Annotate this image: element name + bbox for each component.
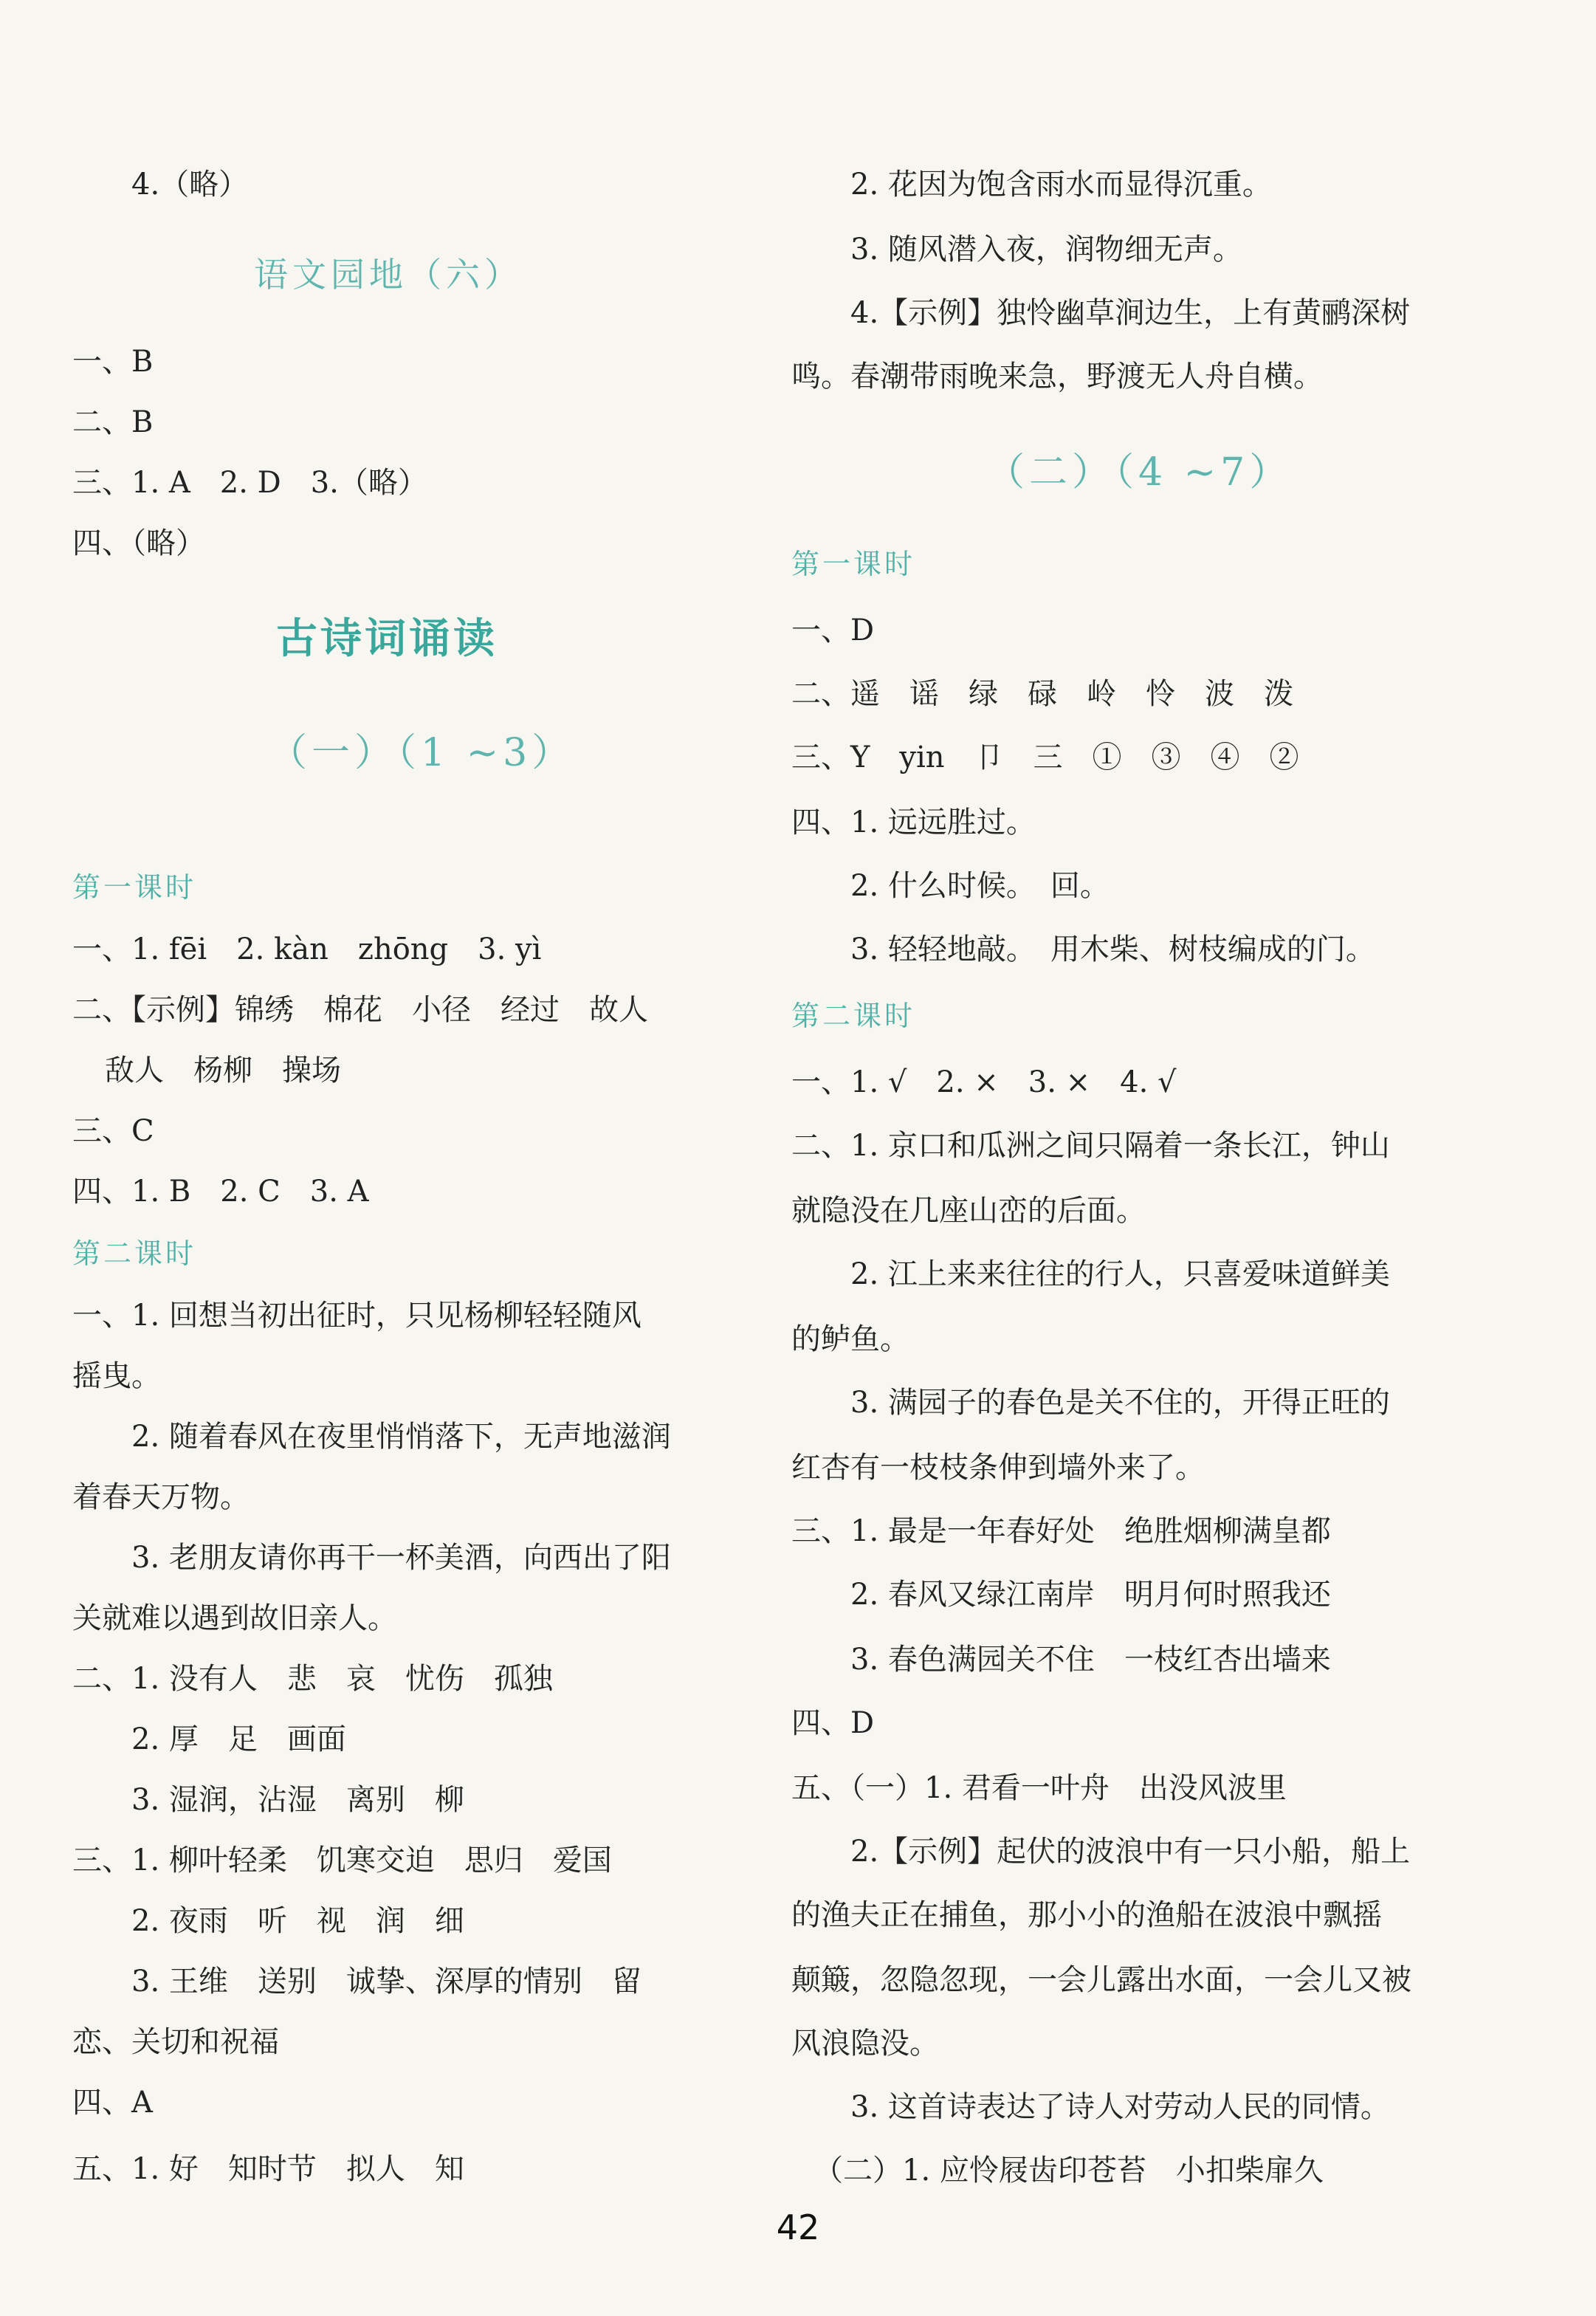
answer-line: 三、Y yin 卩 三 ① ③ ④ ② <box>791 740 1299 774</box>
answer-line: 3. 老朋友请你再干一杯美酒，向西出了阳 <box>131 1541 671 1575</box>
answer-line: 鸣。春潮带雨晚来急，野渡无人舟自横。 <box>791 360 1323 394</box>
answer-line: 就隐没在几座山峦的后面。 <box>791 1194 1146 1228</box>
answer-line: 2. 厚 足 画面 <box>131 1722 346 1756</box>
answer-line: 2. 随着春风在夜里悄悄落下，无声地滋润 <box>131 1420 671 1454</box>
answer-line: 四、1. B 2. C 3. A <box>72 1175 369 1209</box>
answer-line: 3. 这首诗表达了诗人对劳动人民的同情。 <box>850 2090 1390 2124</box>
answer-line: 红杏有一枝枝条伸到墙外来了。 <box>791 1451 1205 1485</box>
page-number: 42 <box>776 2207 820 2247</box>
answer-line: 三、1. 最是一年春好处 绝胜烟柳满皇都 <box>791 1514 1331 1548</box>
answer-line: 二、B <box>72 405 154 439</box>
answer-line: 四、D <box>791 1706 875 1740</box>
answer-line: 一、1. fēi 2. kàn zhōng 3. yì <box>72 932 542 966</box>
answer-line: 摇曳。 <box>72 1359 161 1393</box>
answer-line: 二、1. 京口和瓜洲之间只隔着一条长江，钟山 <box>791 1129 1390 1163</box>
answer-line: 4.（略） <box>131 168 249 202</box>
answer-line: 关就难以遇到故旧亲人。 <box>72 1601 397 1635</box>
part-heading-1: （一）（1 ~3） <box>269 731 575 775</box>
lesson-heading-first: 第一课时 <box>72 871 197 904</box>
lesson-heading-second: 第二课时 <box>72 1237 197 1270</box>
answer-line: 三、1. 柳叶轻柔 饥寒交迫 思归 爱国 <box>72 1843 612 1877</box>
answer-line: 2.【示例】起伏的波浪中有一只小船，船上 <box>850 1835 1411 1869</box>
answer-line: 2. 什么时候。 回。 <box>850 869 1110 903</box>
answer-line: 4.【示例】独怜幽草涧边生，上有黄鹂深树 <box>850 296 1411 330</box>
answer-line: 的渔夫正在捕鱼，那小小的渔船在波浪中飘摇 <box>791 1898 1382 1932</box>
section-heading-garden: 语文园地（六） <box>254 255 523 295</box>
answer-line: 3. 满园子的春色是关不住的，开得正旺的 <box>850 1386 1390 1420</box>
answer-line: 2. 夜雨 听 视 润 细 <box>131 1904 464 1938</box>
lesson-heading-second: 第二课时 <box>791 1000 916 1032</box>
answer-line: 一、D <box>791 614 875 647</box>
answer-line: 二、【示例】锦绣 棉花 小径 经过 故人 <box>72 993 648 1027</box>
answer-line: 一、B <box>72 345 154 379</box>
answer-line: 五、1. 好 知时节 拟人 知 <box>72 2152 464 2186</box>
answer-line: 2. 江上来来往往的行人，只喜爱味道鲜美 <box>850 1257 1390 1291</box>
answer-line: 二、遥 谣 绿 碌 岭 怜 波 泼 <box>791 677 1293 711</box>
answer-line: 着春天万物。 <box>72 1480 250 1514</box>
answer-line: 2. 花因为饱含雨水而显得沉重。 <box>850 168 1272 202</box>
answer-line: 的鲈鱼。 <box>791 1322 909 1356</box>
answer-line: 敌人 杨柳 操场 <box>105 1054 341 1087</box>
section-title-poems: 古诗词诵读 <box>276 614 498 663</box>
answer-line: 四、（略） <box>72 526 205 560</box>
answer-line: 3. 王维 送别 诚挚、深厚的情别 留 <box>131 1965 642 1999</box>
answer-line: 四、1. 远远胜过。 <box>791 805 1036 839</box>
answer-line: 风浪隐没。 <box>791 2027 939 2061</box>
answer-line: 3. 湿润，沾湿 离别 柳 <box>131 1783 464 1817</box>
answer-line: 3. 春色满园关不住 一枝红杏出墙来 <box>850 1643 1331 1677</box>
answer-line: 3. 随风潜入夜，润物细无声。 <box>850 233 1242 267</box>
answer-line: 四、A <box>72 2086 153 2120</box>
answer-line: 一、1. 回想当初出征时，只见杨柳轻轻随风 <box>72 1299 642 1333</box>
answer-line: （二）1. 应怜屐齿印苍苔 小扣柴扉久 <box>814 2154 1324 2188</box>
part-heading-2: （二）（4 ~7） <box>986 450 1293 495</box>
answer-line: 五、（一）1. 君看一叶舟 出没风波里 <box>791 1771 1287 1805</box>
answer-line: 恋、关切和祝福 <box>72 2025 279 2059</box>
lesson-heading-first: 第一课时 <box>791 548 916 580</box>
answer-line: 一、1. √ 2. × 3. × 4. √ <box>791 1065 1177 1099</box>
answer-line: 二、1. 没有人 悲 哀 忧伤 孤独 <box>72 1662 553 1696</box>
answer-line: 颠簸，忽隐忽现，一会儿露出水面，一会儿又被 <box>791 1963 1411 1997</box>
answer-line: 三、1. A 2. D 3.（略） <box>72 466 427 500</box>
answer-line: 三、C <box>72 1114 154 1148</box>
answer-line: 2. 春风又绿江南岸 明月何时照我还 <box>850 1578 1331 1612</box>
answer-line: 3. 轻轻地敲。 用木柴、树枝编成的门。 <box>850 932 1375 966</box>
